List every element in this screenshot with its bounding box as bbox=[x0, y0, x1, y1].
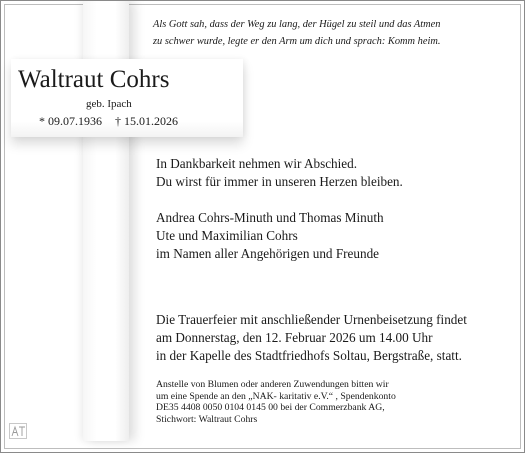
farewell-line: In Dankbarkeit nehmen wir Abschied. bbox=[156, 156, 358, 171]
ceremony-info bbox=[156, 311, 467, 365]
donation-line: DE35 4408 0050 0104 0145 00 bei der Commerzbank AG, bbox=[156, 402, 385, 414]
life-dates bbox=[39, 114, 188, 129]
deceased-name: Waltraut Cohrs bbox=[18, 66, 170, 93]
ceremony-line: in der Kapelle des Stadtfriedhofs Soltau, Bergstraße, statt. bbox=[156, 348, 462, 363]
birth-date: * 09.07.1936 bbox=[39, 114, 102, 128]
logo-icon bbox=[10, 424, 26, 438]
donation-note bbox=[156, 379, 396, 425]
verse-quote bbox=[153, 16, 440, 50]
verse-line: Als Gott sah, dass der Weg zu lang, der Hügel zu steil und das Atmen bbox=[153, 19, 441, 30]
mourner-line: Ute und Maximilian Cohrs bbox=[156, 228, 298, 243]
donation-line: Anstelle von Blumen oder anderen Zuwendungen bitten wir bbox=[156, 379, 389, 390]
birth-name: geb. Ipach bbox=[86, 98, 132, 110]
verse-line: zu schwer wurde, legte er den Arm um dich und sprach: Komm heim. bbox=[153, 36, 441, 47]
ceremony-line: Die Trauerfeier mit anschließender Urnenbeisetzung findet bbox=[156, 312, 467, 327]
mourner-line: im Namen aller Angehörigen und Freunde bbox=[156, 246, 380, 261]
mourner-line: Andrea Cohrs-Minuth und Thomas Minuth bbox=[156, 210, 384, 225]
mourners-list bbox=[156, 209, 384, 263]
publisher-logo bbox=[9, 423, 27, 439]
ceremony-line: am Donnerstag, den 12. Februar 2026 um 14.00 Uhr bbox=[156, 330, 433, 345]
farewell-text bbox=[156, 155, 403, 191]
donation-line: Stichwort: Waltraut Cohrs bbox=[156, 413, 258, 425]
donation-line: um eine Spende an den „NAK- karitativ e.V.“ , Spendenkonto bbox=[156, 390, 396, 402]
death-date: † 15.01.2026 bbox=[115, 114, 178, 128]
farewell-line: Du wirst für immer in unseren Herzen bleiben. bbox=[156, 174, 403, 189]
